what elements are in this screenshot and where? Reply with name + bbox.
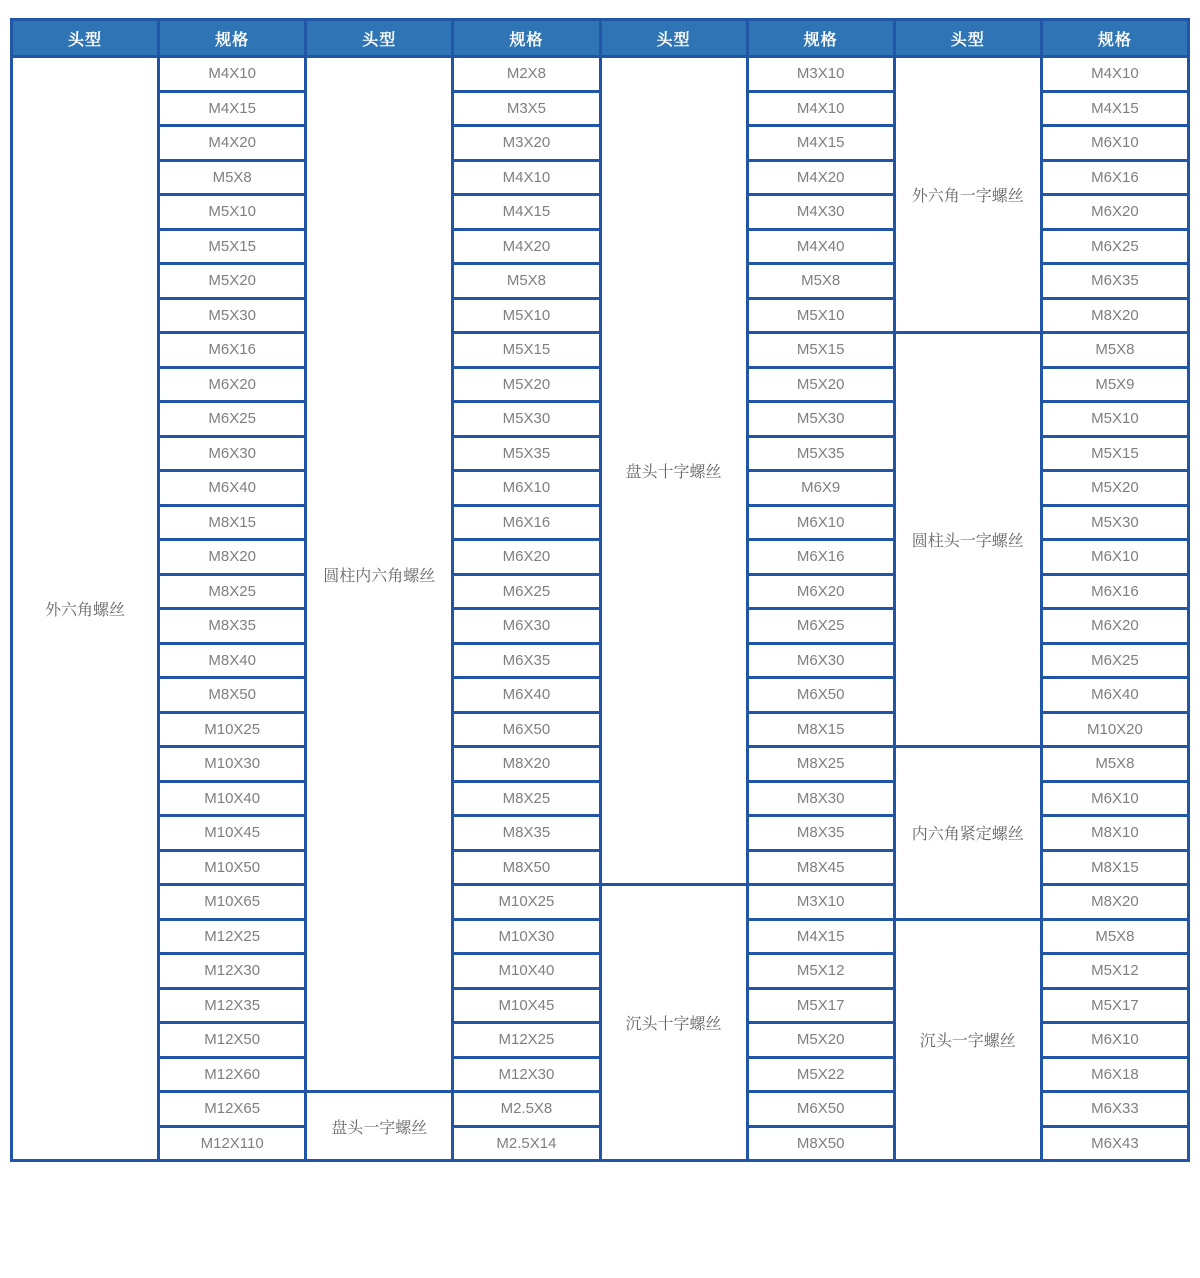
spec-cell: M2.5X14 [453,1126,600,1161]
header-cell-spec: 规格 [453,20,600,57]
spec-cell: M5X15 [747,333,894,368]
head-type-cell: 圆柱头一字螺丝 [894,333,1041,747]
spec-cell: M5X35 [453,436,600,471]
spec-cell: M8X25 [747,747,894,782]
spec-cell: M5X12 [747,954,894,989]
spec-cell: M12X30 [453,1057,600,1092]
spec-cell: M10X40 [159,781,306,816]
spec-cell: M5X30 [1041,505,1188,540]
head-type-cell: 内六角紧定螺丝 [894,747,1041,920]
spec-cell: M10X20 [1041,712,1188,747]
spec-cell: M8X45 [747,850,894,885]
spec-cell: M12X65 [159,1092,306,1127]
spec-cell: M6X30 [159,436,306,471]
spec-cell: M6X16 [1041,574,1188,609]
spec-cell: M2.5X8 [453,1092,600,1127]
spec-cell: M8X20 [1041,885,1188,920]
spec-cell: M4X15 [747,919,894,954]
spec-cell: M10X65 [159,885,306,920]
spec-cell: M5X8 [1041,919,1188,954]
header-cell-head-type: 头型 [894,20,1041,57]
spec-cell: M6X20 [1041,609,1188,644]
spec-cell: M6X30 [747,643,894,678]
spec-cell: M4X20 [747,160,894,195]
table-row [12,57,1189,92]
spec-cell: M5X15 [159,229,306,264]
spec-cell: M5X9 [1041,367,1188,402]
spec-cell: M3X20 [453,126,600,161]
header-cell-head-type: 头型 [600,20,747,57]
spec-cell: M5X12 [1041,954,1188,989]
spec-cell: M12X50 [159,1023,306,1058]
spec-cell: M5X8 [159,160,306,195]
spec-cell: M3X5 [453,91,600,126]
spec-cell: M6X35 [453,643,600,678]
spec-cell: M6X9 [747,471,894,506]
spec-cell: M12X25 [159,919,306,954]
spec-cell: M5X10 [453,298,600,333]
spec-cell: M6X20 [747,574,894,609]
header-cell-spec: 规格 [159,20,306,57]
spec-cell: M5X20 [1041,471,1188,506]
spec-cell: M8X40 [159,643,306,678]
spec-cell: M8X10 [1041,816,1188,851]
spec-cell: M8X25 [159,574,306,609]
spec-cell: M6X40 [159,471,306,506]
spec-cell: M8X50 [159,678,306,713]
spec-cell: M6X16 [159,333,306,368]
spec-cell: M5X8 [747,264,894,299]
spec-cell: M6X10 [1041,781,1188,816]
head-type-cell: 盘头一字螺丝 [306,1092,453,1161]
spec-cell: M5X30 [453,402,600,437]
spec-cell: M5X20 [747,367,894,402]
spec-cell: M4X10 [159,57,306,92]
spec-cell: M4X30 [747,195,894,230]
spec-cell: M5X30 [747,402,894,437]
table-body [12,57,1189,1161]
spec-cell: M4X15 [747,126,894,161]
spec-cell: M8X15 [1041,850,1188,885]
spec-cell: M6X40 [453,678,600,713]
spec-cell: M5X15 [453,333,600,368]
spec-cell: M6X50 [453,712,600,747]
spec-cell: M5X22 [747,1057,894,1092]
spec-cell: M4X10 [453,160,600,195]
spec-cell: M5X35 [747,436,894,471]
spec-cell: M6X18 [1041,1057,1188,1092]
spec-cell: M6X20 [453,540,600,575]
table-header [12,20,1189,57]
head-type-cell: 圆柱内六角螺丝 [306,57,453,1092]
spec-cell: M10X25 [159,712,306,747]
spec-cell: M4X10 [1041,57,1188,92]
spec-cell: M10X45 [159,816,306,851]
spec-cell: M6X20 [1041,195,1188,230]
spec-cell: M10X40 [453,954,600,989]
spec-cell: M6X25 [747,609,894,644]
head-type-cell: 盘头十字螺丝 [600,57,747,885]
spec-cell: M6X43 [1041,1126,1188,1161]
spec-cell: M5X17 [1041,988,1188,1023]
spec-cell: M6X16 [747,540,894,575]
spec-cell: M12X60 [159,1057,306,1092]
head-type-cell: 沉头十字螺丝 [600,885,747,1161]
spec-cell: M8X20 [1041,298,1188,333]
header-cell-spec: 规格 [1041,20,1188,57]
spec-cell: M4X15 [453,195,600,230]
spec-cell: M12X35 [159,988,306,1023]
spec-cell: M5X30 [159,298,306,333]
spec-cell: M2X8 [453,57,600,92]
head-type-cell: 外六角螺丝 [12,57,159,1161]
spec-cell: M8X35 [453,816,600,851]
spec-cell: M5X20 [159,264,306,299]
spec-cell: M5X15 [1041,436,1188,471]
spec-cell: M5X20 [453,367,600,402]
spec-cell: M10X30 [453,919,600,954]
spec-cell: M8X20 [159,540,306,575]
spec-cell: M8X50 [453,850,600,885]
spec-cell: M12X110 [159,1126,306,1161]
spec-cell: M4X15 [159,91,306,126]
spec-cell: M8X15 [747,712,894,747]
spec-cell: M8X15 [159,505,306,540]
spec-cell: M10X25 [453,885,600,920]
spec-cell: M6X25 [453,574,600,609]
spec-cell: M8X20 [453,747,600,782]
spec-cell: M8X35 [747,816,894,851]
spec-cell: M10X50 [159,850,306,885]
spec-cell: M5X8 [1041,333,1188,368]
spec-cell: M6X16 [1041,160,1188,195]
spec-cell: M5X8 [1041,747,1188,782]
spec-cell: M6X25 [1041,643,1188,678]
head-type-cell: 外六角一字螺丝 [894,57,1041,333]
spec-cell: M6X10 [747,505,894,540]
header-cell-spec: 规格 [747,20,894,57]
spec-cell: M5X10 [747,298,894,333]
spec-cell: M8X35 [159,609,306,644]
spec-cell: M5X8 [453,264,600,299]
spec-cell: M12X25 [453,1023,600,1058]
spec-cell: M5X17 [747,988,894,1023]
spec-cell: M3X10 [747,885,894,920]
spec-cell: M6X10 [453,471,600,506]
spec-cell: M6X25 [1041,229,1188,264]
header-row [12,20,1189,57]
screw-spec-table [10,18,1190,1162]
spec-cell: M4X15 [1041,91,1188,126]
spec-cell: M10X30 [159,747,306,782]
spec-cell: M4X40 [747,229,894,264]
screw-spec-table-container [10,18,1190,1162]
spec-cell: M6X25 [159,402,306,437]
spec-cell: M6X10 [1041,126,1188,161]
spec-cell: M8X30 [747,781,894,816]
spec-cell: M4X20 [159,126,306,161]
head-type-cell: 沉头一字螺丝 [894,919,1041,1161]
spec-cell: M6X50 [747,678,894,713]
spec-cell: M6X40 [1041,678,1188,713]
spec-cell: M5X10 [1041,402,1188,437]
spec-cell: M6X30 [453,609,600,644]
spec-cell: M4X20 [453,229,600,264]
spec-cell: M8X50 [747,1126,894,1161]
header-cell-head-type: 头型 [306,20,453,57]
spec-cell: M10X45 [453,988,600,1023]
spec-cell: M4X10 [747,91,894,126]
spec-cell: M6X10 [1041,1023,1188,1058]
spec-cell: M6X20 [159,367,306,402]
header-cell-head-type: 头型 [12,20,159,57]
spec-cell: M5X20 [747,1023,894,1058]
spec-cell: M6X50 [747,1092,894,1127]
spec-cell: M5X10 [159,195,306,230]
spec-cell: M12X30 [159,954,306,989]
spec-cell: M6X35 [1041,264,1188,299]
spec-cell: M3X10 [747,57,894,92]
spec-cell: M6X16 [453,505,600,540]
spec-cell: M8X25 [453,781,600,816]
spec-cell: M6X10 [1041,540,1188,575]
spec-cell: M6X33 [1041,1092,1188,1127]
